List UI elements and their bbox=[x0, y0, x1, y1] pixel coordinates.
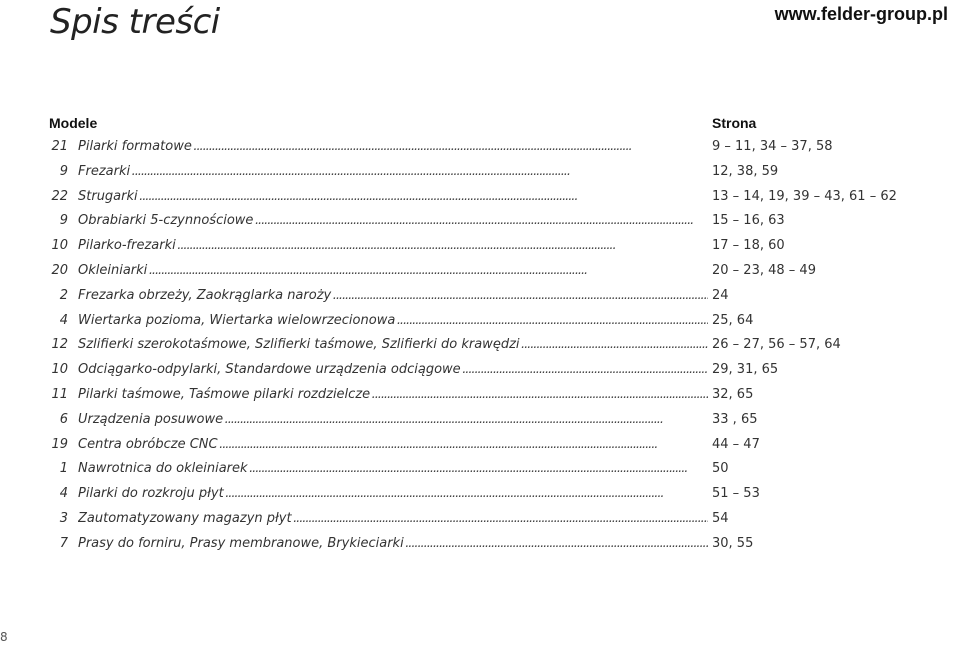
table-row bbox=[0, 435, 960, 455]
page-title: Spis treści bbox=[50, 2, 220, 42]
page-reference: 33 , 65 bbox=[712, 411, 758, 427]
model-count: 21 bbox=[51, 139, 68, 154]
model-name: Szlifierki szerokotaśmowe, Szlifierki taśmowe, Szlifierki do krawędzi . . . bbox=[78, 335, 708, 355]
model-count: 4 bbox=[59, 312, 68, 328]
column-header-models: Modele bbox=[49, 115, 98, 131]
page-reference: 44 – 47 bbox=[712, 436, 760, 452]
page-reference: 24 bbox=[712, 287, 729, 303]
table-row bbox=[0, 162, 960, 182]
page-reference: 13 – 14, 19, 39 – 43, 61 – 62 bbox=[712, 188, 897, 204]
column-header-page: Strona bbox=[712, 115, 757, 131]
table-row bbox=[0, 236, 960, 256]
page-reference: 17 – 18, 60 bbox=[712, 238, 785, 254]
table-row bbox=[0, 459, 960, 479]
table-row bbox=[0, 484, 960, 504]
model-name: Prasy do forniru, Prasy membranowe, Brykieciarki . . . bbox=[78, 534, 708, 554]
model-name: Strugarki . . . bbox=[78, 187, 708, 207]
page-reference: 25, 64 bbox=[712, 312, 754, 328]
model-name: Pilarki formatowe . . . bbox=[78, 137, 708, 157]
model-name: Obrabiarki 5-czynnościowe . . . bbox=[78, 211, 708, 231]
model-count: 6 bbox=[59, 411, 68, 427]
model-count: 10 bbox=[51, 238, 68, 254]
table-row bbox=[0, 286, 960, 306]
table-row bbox=[0, 385, 960, 405]
model-count: 9 bbox=[59, 213, 68, 229]
model-count: 19 bbox=[51, 436, 68, 452]
model-name: Odciągarko-odpylarki, Standardowe urządzenia odciągowe . . . bbox=[78, 360, 708, 380]
model-name: Okleiniarki . . . bbox=[78, 261, 708, 281]
page-reference: 51 – 53 bbox=[712, 486, 760, 502]
page-reference: 15 – 16, 63 bbox=[712, 213, 785, 229]
model-name: Pilarki taśmowe, Taśmowe pilarki rozdzielcze . . . bbox=[78, 385, 708, 405]
model-name: Centra obróbcze CNC . . . bbox=[78, 435, 708, 455]
model-count: 11 bbox=[51, 387, 68, 402]
model-count: 3 bbox=[59, 511, 68, 526]
page-reference: 9 – 11, 34 – 37, 58 bbox=[712, 139, 833, 154]
page-reference: 20 – 23, 48 – 49 bbox=[712, 263, 816, 278]
page-reference: 32, 65 bbox=[712, 387, 754, 402]
table-row bbox=[0, 534, 960, 554]
model-name: Urządzenia posuwowe . . . bbox=[78, 410, 708, 430]
table-row bbox=[0, 261, 960, 281]
page-number: 8 bbox=[0, 630, 8, 644]
page-reference: 30, 55 bbox=[712, 535, 754, 551]
model-name: Wiertarka pozioma, Wiertarka wielowrzecionowa . . . bbox=[78, 311, 708, 331]
table-row bbox=[0, 187, 960, 207]
model-name: Pilarki do rozkroju płyt . . . bbox=[78, 484, 708, 504]
model-count: 2 bbox=[59, 287, 68, 303]
page-reference: 29, 31, 65 bbox=[712, 362, 779, 378]
model-count: 4 bbox=[59, 486, 68, 502]
table-row bbox=[0, 410, 960, 430]
model-count: 10 bbox=[51, 362, 68, 378]
page-reference: 54 bbox=[712, 511, 729, 526]
table-row bbox=[0, 311, 960, 331]
table-row bbox=[0, 211, 960, 231]
page-reference: 26 – 27, 56 – 57, 64 bbox=[712, 337, 841, 353]
table-row bbox=[0, 360, 960, 380]
model-count: 22 bbox=[51, 188, 68, 204]
model-count: 7 bbox=[59, 535, 68, 551]
model-count: 9 bbox=[59, 163, 68, 179]
model-name: Frezarka obrzeży, Zaokrąglarka naroży . . . bbox=[78, 286, 708, 306]
model-count: 1 bbox=[59, 461, 68, 477]
table-row bbox=[0, 335, 960, 355]
model-name: Nawrotnica do okleiniarek . . . bbox=[78, 459, 708, 479]
table-row bbox=[0, 137, 960, 157]
table-row bbox=[0, 509, 960, 529]
model-name: Zautomatyzowany magazyn płyt . . . bbox=[78, 509, 708, 529]
model-count: 12 bbox=[51, 337, 68, 353]
page-reference: 12, 38, 59 bbox=[712, 163, 779, 179]
model-count: 20 bbox=[51, 263, 68, 278]
page-reference: 50 bbox=[712, 461, 729, 477]
website-url: www.felder-group.pl bbox=[774, 4, 948, 24]
model-name: Pilarko-frezarki . . . bbox=[78, 236, 708, 256]
model-name: Frezarki . . . bbox=[78, 162, 708, 182]
